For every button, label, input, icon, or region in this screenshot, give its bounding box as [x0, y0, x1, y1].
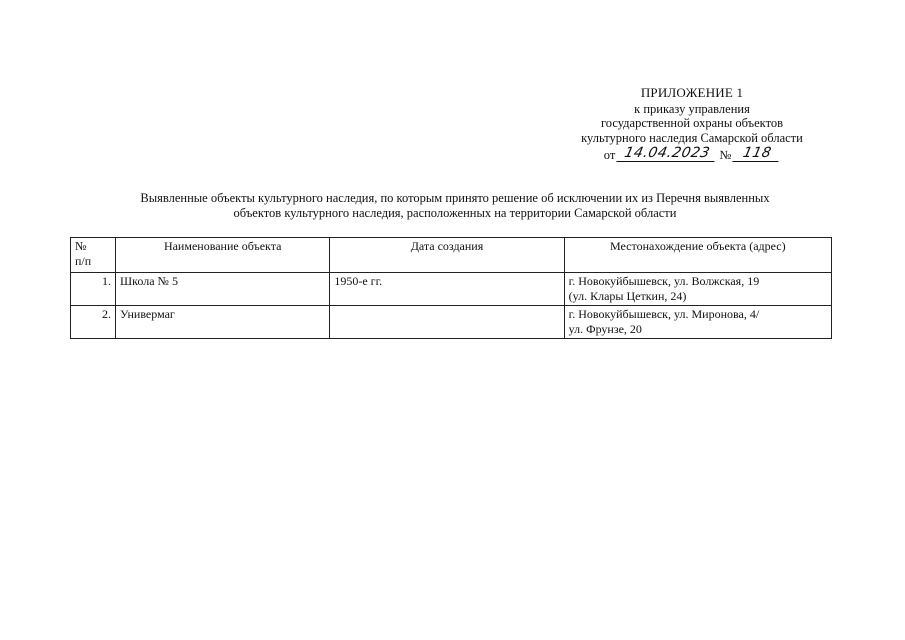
row-address	[564, 306, 831, 339]
heritage-objects-table	[70, 237, 832, 339]
order-date-handwritten: 14.04.2023	[617, 146, 718, 162]
header-number-line: №	[75, 239, 87, 253]
row-address-line: ул. Фрунзе, 20	[568, 322, 642, 336]
header-address: Местонахождение объекта (адрес)	[564, 238, 831, 273]
appendix-line: культурного наследия Самарской области	[581, 130, 803, 145]
document-title-line: объектов культурного наследия, расположенных на территории Самарской области	[233, 206, 677, 220]
table-row	[71, 273, 832, 306]
appendix-block	[520, 86, 864, 162]
row-object-name: Универмаг	[116, 306, 330, 339]
row-address-line: г. Новокуйбышевск, ул. Волжская, 19	[568, 274, 760, 288]
header-number	[71, 238, 116, 273]
header-number-line: п/п	[75, 254, 92, 268]
document-title	[60, 191, 850, 221]
header-object-name: Наименование объекта	[116, 238, 330, 273]
row-number: 2.	[71, 306, 116, 339]
document-title-line: Выявленные объекты культурного наследия, по которым принято решение об исключении их из Перечня выявленных	[140, 191, 770, 205]
appendix-heading: ПРИЛОЖЕНИЕ 1	[640, 85, 744, 100]
table-row	[71, 306, 832, 339]
row-address-line: г. Новокуйбышевск, ул. Миронова, 4/	[568, 307, 760, 321]
row-object-name: Школа № 5	[116, 273, 330, 306]
row-creation-date: 1950-е гг.	[330, 273, 564, 306]
row-address-line: (ул. Клары Цеткин, 24)	[568, 289, 687, 303]
order-number-handwritten: 118	[733, 146, 782, 162]
table-header-row	[71, 238, 832, 273]
appendix-line: государственной охраны объектов	[600, 116, 784, 130]
row-number: 1.	[71, 273, 116, 306]
order-from-label: от	[603, 147, 616, 162]
order-number-label: №	[719, 147, 732, 162]
header-creation-date: Дата создания	[330, 238, 564, 273]
appendix-line: к приказу управления	[634, 101, 750, 116]
order-reference	[520, 146, 864, 162]
row-creation-date	[330, 306, 564, 339]
row-address	[564, 273, 831, 306]
